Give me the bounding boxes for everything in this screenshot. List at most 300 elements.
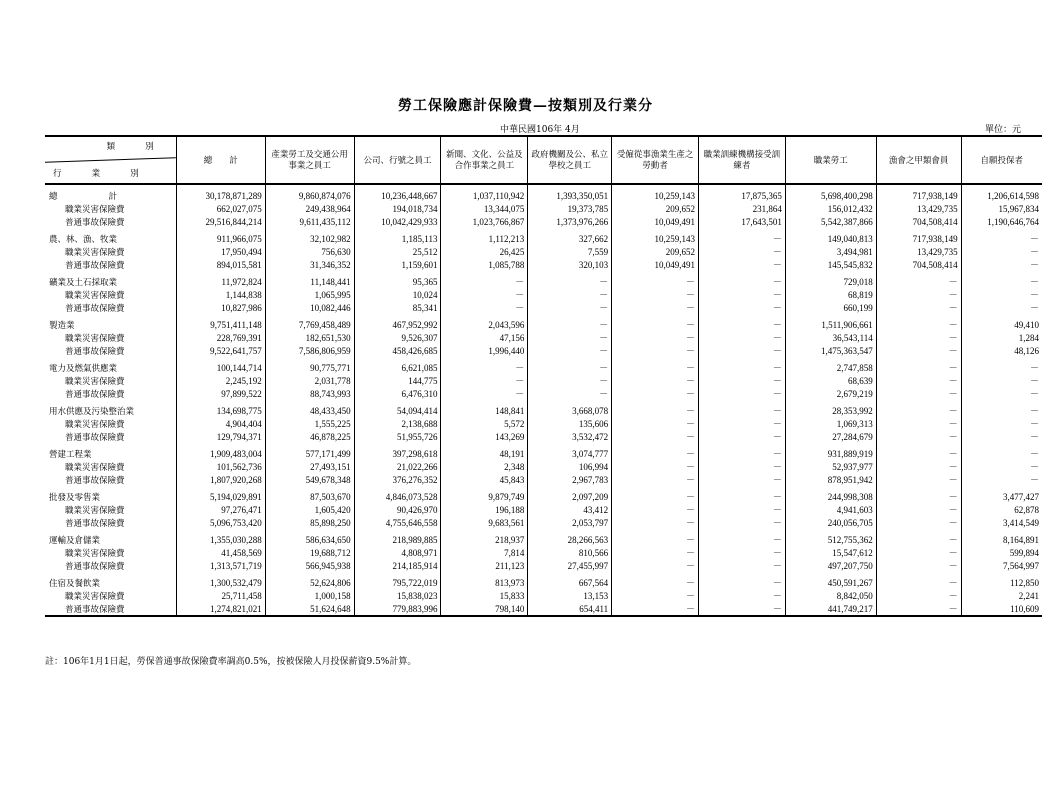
value-cell: － — [699, 486, 786, 504]
value-cell: 10,827,986 — [176, 302, 265, 315]
value-cell: 5,096,753,420 — [176, 517, 265, 530]
value-cell: － — [961, 474, 1042, 487]
value-cell: 4,808,971 — [354, 547, 441, 560]
value-cell: 1,274,821,021 — [176, 603, 265, 617]
table-row — [45, 418, 1042, 431]
value-cell: － — [699, 302, 786, 315]
value-cell: 145,545,832 — [785, 259, 876, 272]
value-cell: － — [699, 246, 786, 259]
value-cell: 450,591,267 — [785, 572, 876, 590]
value-cell: 1,909,483,004 — [176, 443, 265, 461]
row-label: 職業災害保險費 — [65, 505, 125, 516]
value-cell: － — [699, 345, 786, 358]
value-cell: 17,950,494 — [176, 246, 265, 259]
value-cell: 10,024 — [354, 289, 441, 302]
value-cell: 10,259,143 — [612, 228, 699, 246]
value-cell: 795,722,019 — [354, 572, 441, 590]
value-cell: － — [612, 590, 699, 603]
value-cell: － — [699, 603, 786, 617]
value-cell: 2,053,797 — [528, 517, 612, 530]
value-cell: 1,112,213 — [441, 228, 528, 246]
value-cell: 376,276,352 — [354, 474, 441, 487]
row-label: 職業災害保險費 — [65, 419, 125, 430]
column-header: 產業勞工及交通公用事業之員工 — [265, 136, 354, 184]
value-cell: 6,476,310 — [354, 388, 441, 401]
value-cell: 90,775,771 — [265, 357, 354, 375]
value-cell: 101,562,736 — [176, 461, 265, 474]
value-cell: 13,429,735 — [876, 246, 961, 259]
value-cell: － — [699, 375, 786, 388]
value-cell: 112,850 — [961, 572, 1042, 590]
value-cell: 813,973 — [441, 572, 528, 590]
table-row — [45, 375, 1042, 388]
value-cell: 586,634,650 — [265, 529, 354, 547]
value-cell: － — [876, 418, 961, 431]
value-cell: － — [612, 375, 699, 388]
row-label: 礦業及土石採取業 — [49, 277, 118, 287]
value-cell: 1,190,646,764 — [961, 216, 1042, 229]
value-cell: 397,298,618 — [354, 443, 441, 461]
row-label: 普通事故保險費 — [65, 560, 125, 571]
value-cell: － — [876, 603, 961, 617]
value-cell: 2,679,219 — [785, 388, 876, 401]
value-cell: 209,652 — [612, 246, 699, 259]
table-row — [45, 486, 1042, 504]
unit-label: 單位：元 — [985, 125, 1022, 135]
row-label: 用水供應及污染整治業 — [49, 406, 135, 416]
value-cell: 931,889,919 — [785, 443, 876, 461]
value-cell: 3,532,472 — [528, 431, 612, 444]
value-cell: 2,967,783 — [528, 474, 612, 487]
value-cell: 10,049,491 — [612, 259, 699, 272]
value-cell: － — [876, 271, 961, 289]
column-header: 公司、行號之員工 — [354, 136, 441, 184]
value-cell: 667,564 — [528, 572, 612, 590]
value-cell: － — [612, 357, 699, 375]
table-row — [45, 504, 1042, 517]
value-cell: 497,207,750 — [785, 560, 876, 573]
value-cell: － — [699, 474, 786, 487]
value-cell: 878,951,942 — [785, 474, 876, 487]
table-row — [45, 474, 1042, 487]
value-cell: － — [876, 529, 961, 547]
value-cell: 11,148,441 — [265, 271, 354, 289]
value-cell: － — [612, 603, 699, 617]
value-cell: 1,393,350,051 — [528, 184, 612, 203]
value-cell: 21,022,266 — [354, 461, 441, 474]
value-cell: － — [961, 418, 1042, 431]
value-cell: － — [612, 302, 699, 315]
value-cell: 129,794,371 — [176, 431, 265, 444]
value-cell: － — [441, 302, 528, 315]
value-cell: 11,972,824 — [176, 271, 265, 289]
row-label: 住宿及餐飲業 — [49, 578, 101, 588]
value-cell: － — [699, 289, 786, 302]
value-cell: 3,494,981 — [785, 246, 876, 259]
table-row — [45, 228, 1042, 246]
row-label: 總 計 — [49, 191, 118, 201]
value-cell: 2,138,688 — [354, 418, 441, 431]
value-cell: 249,438,964 — [265, 203, 354, 216]
value-cell: 218,937 — [441, 529, 528, 547]
value-cell: 4,904,404 — [176, 418, 265, 431]
value-cell: 90,426,970 — [354, 504, 441, 517]
value-cell: 1,313,571,719 — [176, 560, 265, 573]
value-cell: － — [876, 345, 961, 358]
row-label: 職業災害保險費 — [65, 462, 125, 473]
row-label: 職業災害保險費 — [65, 247, 125, 258]
value-cell: － — [528, 289, 612, 302]
value-cell: 17,875,365 — [699, 184, 786, 203]
value-cell: 660,199 — [785, 302, 876, 315]
table-row — [45, 400, 1042, 418]
value-cell: 13,429,735 — [876, 203, 961, 216]
column-header: 職業勞工 — [785, 136, 876, 184]
value-cell: 1,355,030,288 — [176, 529, 265, 547]
value-cell: 1,206,614,598 — [961, 184, 1042, 203]
value-cell: 3,477,427 — [961, 486, 1042, 504]
value-cell: 1,069,313 — [785, 418, 876, 431]
value-cell: 19,373,785 — [528, 203, 612, 216]
value-cell: 182,651,530 — [265, 332, 354, 345]
value-cell: 68,819 — [785, 289, 876, 302]
value-cell: － — [612, 388, 699, 401]
value-cell: 87,503,670 — [265, 486, 354, 504]
value-cell: 9,611,435,112 — [265, 216, 354, 229]
value-cell: 27,455,997 — [528, 560, 612, 573]
value-cell: 54,094,414 — [354, 400, 441, 418]
value-cell: 149,040,813 — [785, 228, 876, 246]
value-cell: 9,879,749 — [441, 486, 528, 504]
table-row — [45, 289, 1042, 302]
value-cell: 1,085,788 — [441, 259, 528, 272]
row-label: 職業災害保險費 — [65, 333, 125, 344]
value-cell: 512,755,362 — [785, 529, 876, 547]
value-cell: 7,814 — [441, 547, 528, 560]
row-label: 職業災害保險費 — [65, 376, 125, 387]
column-header: 漁會之甲類會員 — [876, 136, 961, 184]
table-row — [45, 461, 1042, 474]
value-cell: － — [612, 431, 699, 444]
value-cell: － — [612, 474, 699, 487]
value-cell: 209,652 — [612, 203, 699, 216]
value-cell: 2,348 — [441, 461, 528, 474]
value-cell: 156,012,432 — [785, 203, 876, 216]
value-cell: 100,144,714 — [176, 357, 265, 375]
value-cell: － — [612, 547, 699, 560]
table-row — [45, 203, 1042, 216]
value-cell: － — [612, 461, 699, 474]
value-cell: － — [699, 357, 786, 375]
value-cell: － — [699, 560, 786, 573]
value-cell: － — [876, 431, 961, 444]
table-row — [45, 332, 1042, 345]
value-cell: 2,031,778 — [265, 375, 354, 388]
value-cell: － — [612, 271, 699, 289]
value-cell: 30,178,871,289 — [176, 184, 265, 203]
value-cell: － — [876, 504, 961, 517]
value-cell: － — [699, 461, 786, 474]
corner-category-label: 類 別 — [106, 141, 168, 151]
row-label: 農、林、漁、牧業 — [49, 234, 118, 244]
value-cell: 441,749,217 — [785, 603, 876, 617]
column-header: 自願投保者 — [961, 136, 1042, 184]
value-cell: 28,266,563 — [528, 529, 612, 547]
value-cell: 97,276,471 — [176, 504, 265, 517]
value-cell: － — [876, 400, 961, 418]
value-cell: 779,883,996 — [354, 603, 441, 617]
value-cell: 704,508,414 — [876, 259, 961, 272]
value-cell: 2,747,858 — [785, 357, 876, 375]
value-cell: 196,188 — [441, 504, 528, 517]
value-cell: 41,458,569 — [176, 547, 265, 560]
value-cell: － — [699, 529, 786, 547]
value-cell: 654,411 — [528, 603, 612, 617]
row-label: 營建工程業 — [49, 449, 92, 459]
value-cell: － — [961, 302, 1042, 315]
value-cell: 467,952,992 — [354, 314, 441, 332]
row-label: 製造業 — [49, 320, 75, 330]
column-header: 職業訓練機構接受訓練者 — [699, 136, 786, 184]
row-label: 職業災害保險費 — [65, 290, 125, 301]
value-cell: 211,123 — [441, 560, 528, 573]
value-cell: － — [876, 461, 961, 474]
value-cell: 48,191 — [441, 443, 528, 461]
row-label: 職業災害保險費 — [65, 591, 125, 602]
table-row — [45, 216, 1042, 229]
value-cell: 2,043,596 — [441, 314, 528, 332]
value-cell: 10,236,448,667 — [354, 184, 441, 203]
value-cell: 27,493,151 — [265, 461, 354, 474]
row-label: 普通事故保險費 — [65, 517, 125, 528]
value-cell: － — [441, 271, 528, 289]
value-cell: 4,941,603 — [785, 504, 876, 517]
value-cell: － — [699, 271, 786, 289]
value-cell: － — [961, 259, 1042, 272]
value-cell: 1,023,766,867 — [441, 216, 528, 229]
value-cell: 15,833 — [441, 590, 528, 603]
value-cell: 51,955,726 — [354, 431, 441, 444]
value-cell: 218,989,885 — [354, 529, 441, 547]
value-cell: 46,878,225 — [265, 431, 354, 444]
value-cell: 9,860,874,076 — [265, 184, 354, 203]
value-cell: － — [612, 486, 699, 504]
value-cell: － — [528, 332, 612, 345]
value-cell: － — [961, 375, 1042, 388]
table-row — [45, 345, 1042, 358]
value-cell: － — [699, 314, 786, 332]
value-cell: － — [699, 590, 786, 603]
value-cell: 6,621,085 — [354, 357, 441, 375]
value-cell: 566,945,938 — [265, 560, 354, 573]
table-body — [45, 184, 1042, 616]
value-cell: － — [612, 345, 699, 358]
value-cell: 1,605,420 — [265, 504, 354, 517]
value-cell: 135,606 — [528, 418, 612, 431]
value-cell: 327,662 — [528, 228, 612, 246]
row-label: 普通事故保險費 — [65, 216, 125, 227]
value-cell: － — [876, 486, 961, 504]
value-cell: 1,185,113 — [354, 228, 441, 246]
value-cell: 704,508,414 — [876, 216, 961, 229]
value-cell: 9,751,411,148 — [176, 314, 265, 332]
value-cell: 13,153 — [528, 590, 612, 603]
table-row — [45, 572, 1042, 590]
value-cell: － — [528, 375, 612, 388]
value-cell: － — [876, 443, 961, 461]
row-label: 普通事故保險費 — [65, 431, 125, 442]
table-row — [45, 314, 1042, 332]
value-cell: 1,555,225 — [265, 418, 354, 431]
value-cell: － — [876, 474, 961, 487]
value-cell: 5,572 — [441, 418, 528, 431]
value-cell: － — [699, 228, 786, 246]
value-cell: 32,102,982 — [265, 228, 354, 246]
value-cell: － — [441, 289, 528, 302]
value-cell: 85,898,250 — [265, 517, 354, 530]
value-cell: 62,878 — [961, 504, 1042, 517]
value-cell: － — [528, 388, 612, 401]
value-cell: 19,688,712 — [265, 547, 354, 560]
value-cell: － — [699, 547, 786, 560]
value-cell: 911,966,075 — [176, 228, 265, 246]
value-cell: － — [876, 375, 961, 388]
value-cell: 68,639 — [785, 375, 876, 388]
value-cell: － — [876, 572, 961, 590]
value-cell: 4,755,646,558 — [354, 517, 441, 530]
value-cell: 27,284,679 — [785, 431, 876, 444]
value-cell: 4,846,073,528 — [354, 486, 441, 504]
value-cell: 8,842,050 — [785, 590, 876, 603]
value-cell: 1,300,532,479 — [176, 572, 265, 590]
value-cell: － — [699, 332, 786, 345]
value-cell: 5,542,387,866 — [785, 216, 876, 229]
value-cell: － — [876, 302, 961, 315]
table-row — [45, 302, 1042, 315]
value-cell: － — [876, 332, 961, 345]
value-cell: 3,668,078 — [528, 400, 612, 418]
column-header: 受僱從事漁業生產之勞動者 — [612, 136, 699, 184]
value-cell: 228,769,391 — [176, 332, 265, 345]
value-cell: － — [528, 302, 612, 315]
value-cell: － — [441, 375, 528, 388]
value-cell: 143,269 — [441, 431, 528, 444]
value-cell: 48,126 — [961, 345, 1042, 358]
value-cell: 214,185,914 — [354, 560, 441, 573]
value-cell: 1,065,995 — [265, 289, 354, 302]
value-cell: 13,344,075 — [441, 203, 528, 216]
value-cell: 1,996,440 — [441, 345, 528, 358]
value-cell: － — [876, 289, 961, 302]
value-cell: 1,284 — [961, 332, 1042, 345]
row-label: 普通事故保險費 — [65, 388, 125, 399]
value-cell: 17,643,501 — [699, 216, 786, 229]
value-cell: － — [961, 271, 1042, 289]
value-cell: － — [441, 357, 528, 375]
value-cell: － — [699, 431, 786, 444]
value-cell: 1,511,906,661 — [785, 314, 876, 332]
value-cell: 148,841 — [441, 400, 528, 418]
value-cell: － — [961, 357, 1042, 375]
table-row — [45, 547, 1042, 560]
table-row — [45, 184, 1042, 203]
value-cell: － — [612, 517, 699, 530]
table-row — [45, 529, 1042, 547]
value-cell: 320,103 — [528, 259, 612, 272]
row-label: 職業災害保險費 — [65, 204, 125, 215]
value-cell: 134,698,775 — [176, 400, 265, 418]
value-cell: 2,241 — [961, 590, 1042, 603]
value-cell: － — [612, 560, 699, 573]
premium-table — [45, 135, 1042, 617]
table-row — [45, 246, 1042, 259]
value-cell: － — [699, 388, 786, 401]
value-cell: 2,097,209 — [528, 486, 612, 504]
value-cell: 9,683,561 — [441, 517, 528, 530]
value-cell: 5,194,029,891 — [176, 486, 265, 504]
table-row — [45, 431, 1042, 444]
table-row — [45, 388, 1042, 401]
table-row — [45, 259, 1042, 272]
value-cell: 549,678,348 — [265, 474, 354, 487]
value-cell: － — [961, 443, 1042, 461]
value-cell: － — [961, 431, 1042, 444]
value-cell: 9,526,307 — [354, 332, 441, 345]
value-cell: 3,414,549 — [961, 517, 1042, 530]
value-cell: － — [528, 345, 612, 358]
value-cell: 1,475,363,547 — [785, 345, 876, 358]
value-cell: 458,426,685 — [354, 345, 441, 358]
table-row — [45, 560, 1042, 573]
column-header: 總 計 — [176, 136, 265, 184]
value-cell: 45,843 — [441, 474, 528, 487]
value-cell: 51,624,648 — [265, 603, 354, 617]
value-cell: － — [528, 271, 612, 289]
page-title: 勞工保險應計保險費—按類別及行業分 — [398, 98, 653, 114]
value-cell: 15,967,834 — [961, 203, 1042, 216]
value-cell: 8,164,891 — [961, 529, 1042, 547]
value-cell: 10,082,446 — [265, 302, 354, 315]
value-cell: 10,049,491 — [612, 216, 699, 229]
value-cell: 599,894 — [961, 547, 1042, 560]
header-row — [45, 136, 1042, 184]
table-row — [45, 443, 1042, 461]
value-cell: 810,566 — [528, 547, 612, 560]
value-cell: － — [612, 572, 699, 590]
value-cell: 28,353,992 — [785, 400, 876, 418]
row-label: 批發及零售業 — [49, 492, 101, 502]
value-cell: 894,015,581 — [176, 259, 265, 272]
value-cell: － — [699, 443, 786, 461]
value-cell: － — [876, 560, 961, 573]
value-cell: 717,938,149 — [876, 184, 961, 203]
value-cell: 106,994 — [528, 461, 612, 474]
value-cell: 36,543,114 — [785, 332, 876, 345]
value-cell: － — [961, 228, 1042, 246]
table-row — [45, 590, 1042, 603]
corner-industry-label: 行 業 別 — [53, 168, 153, 178]
report-period: 中華民國106年 4月 — [500, 125, 580, 135]
table-row — [45, 603, 1042, 617]
value-cell: － — [699, 418, 786, 431]
value-cell: － — [961, 388, 1042, 401]
value-cell: 52,624,806 — [265, 572, 354, 590]
value-cell: 31,346,352 — [265, 259, 354, 272]
value-cell: － — [612, 418, 699, 431]
value-cell: 47,156 — [441, 332, 528, 345]
value-cell: 85,341 — [354, 302, 441, 315]
value-cell: － — [699, 259, 786, 272]
